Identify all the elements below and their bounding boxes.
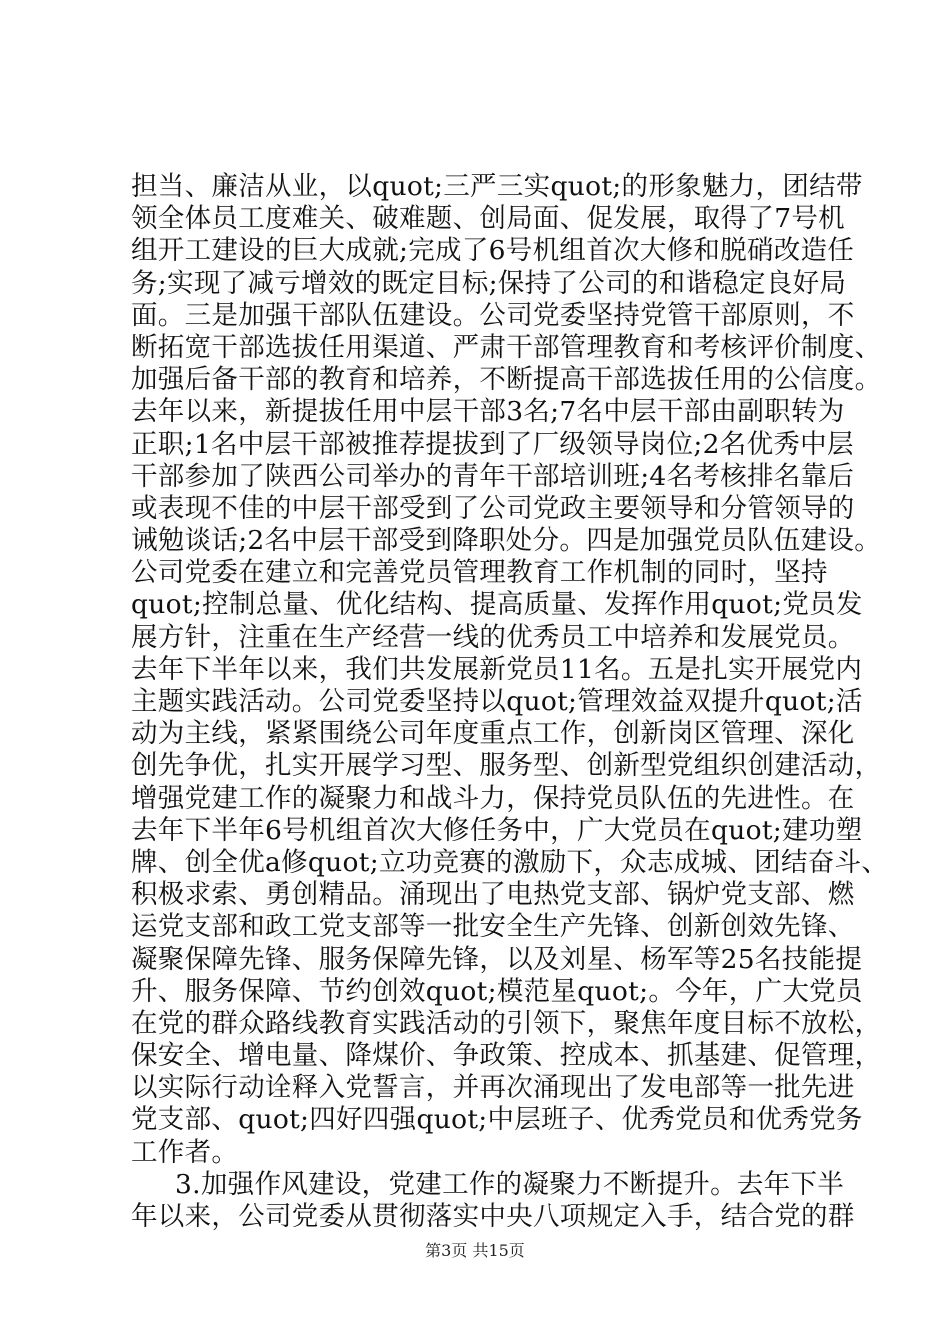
text-line: 党支部、quot;四好四强quot;中层班子、优秀党员和优秀党务 <box>131 1104 863 1136</box>
text-line: 在党的群众路线教育实践活动的引领下，聚焦年度目标不放松， <box>131 1007 882 1039</box>
text-line: 领全体员工度难关、破难题、创局面、促发展，取得了7号机 <box>131 203 845 235</box>
text-line: 加强后备干部的教育和培养，不断提高干部选拔任用的公信度。 <box>131 364 882 396</box>
text-line: 工作者。 <box>131 1136 239 1168</box>
text-line: 去年以来，新提拔任用中层干部3名;7名中层干部由副职转为 <box>131 396 845 428</box>
text-line: 主题实践活动。公司党委坚持以quot;管理效益双提升quot;活 <box>131 686 863 717</box>
text-line: 或表现不佳的中层干部受到了公司党政主要领导和分管领导的 <box>131 492 855 524</box>
text-line: 创先争优，扎实开展学习型、服务型、创新型党组织创建活动， <box>131 750 882 782</box>
text-line: 以实际行动诠释入党誓言，并再次涌现出了发电部等一批先进 <box>131 1072 855 1104</box>
text-line: 凝聚保障先锋、服务保障先锋，以及刘星、杨军等25名技能提 <box>131 943 863 975</box>
text-line: 展方针，注重在生产经营一线的优秀员工中培养和发展党员。 <box>131 621 855 653</box>
document-body <box>131 171 889 1233</box>
text-line: 诫勉谈话;2名中层干部受到降职处分。四是加强党员队伍建设。 <box>131 525 881 557</box>
text-line: 动为主线，紧紧围绕公司年度重点工作，创新岗区管理、深化 <box>131 718 855 750</box>
text-line: quot;控制总量、优化结构、提高质量、发挥作用quot;党员发 <box>131 589 863 621</box>
text-line: 积极求索、勇创精品。涌现出了电热党支部、锅炉党支部、燃 <box>131 879 855 911</box>
text-line: 担当、廉洁从业，以quot;三严三实quot;的形象魅力，团结带 <box>131 171 863 202</box>
text-line: 断拓宽干部选拔任用渠道、严肃干部管理教育和考核评价制度、 <box>131 331 882 363</box>
text-line: 正职;1名中层干部被推荐提拔到了厂级领导岗位;2名优秀中层 <box>131 428 854 460</box>
page-number-label: 第3页 共15页 <box>425 1241 525 1260</box>
paragraph-start-line: 3.加强作风建设，党建工作的凝聚力不断提升。去年下半 <box>175 1168 845 1200</box>
text-line: 牌、创全优a修quot;立功竞赛的激励下，众志成城、团结奋斗、 <box>131 846 889 878</box>
page-footer <box>0 1241 950 1261</box>
text-line: 组开工建设的巨大成就;完成了6号机组首次大修和脱硝改造任 <box>131 235 855 267</box>
text-line: 升、服务保障、节约创效quot;模范星quot;。今年，广大党员 <box>131 975 863 1007</box>
text-line: 保安全、增电量、降煤价、争政策、控成本、抓基建、促管理， <box>131 1040 882 1072</box>
text-line: 干部参加了陕西公司举办的青年干部培训班;4名考核排名靠后 <box>131 460 855 492</box>
text-line: 增强党建工作的凝聚力和战斗力，保持党员队伍的先进性。在 <box>131 782 855 814</box>
text-line: 年以来，公司党委从贯彻落实中央八项规定入手，结合党的群 <box>131 1201 855 1232</box>
text-line: 去年下半年6号机组首次大修任务中，广大党员在quot;建功塑 <box>131 814 863 846</box>
text-line: 去年下半年以来，我们共发展新党员11名。五是扎实开展党内 <box>131 653 863 685</box>
text-line: 公司党委在建立和完善党员管理教育工作机制的同时，坚持 <box>131 557 828 589</box>
text-line: 面。三是加强干部队伍建设。公司党委坚持党管干部原则，不 <box>131 299 855 331</box>
text-line: 运党支部和政工党支部等一批安全生产先锋、创新创效先锋、 <box>131 911 855 943</box>
text-line: 务;实现了减亏增效的既定目标;保持了公司的和谐稳定良好局 <box>131 267 847 299</box>
